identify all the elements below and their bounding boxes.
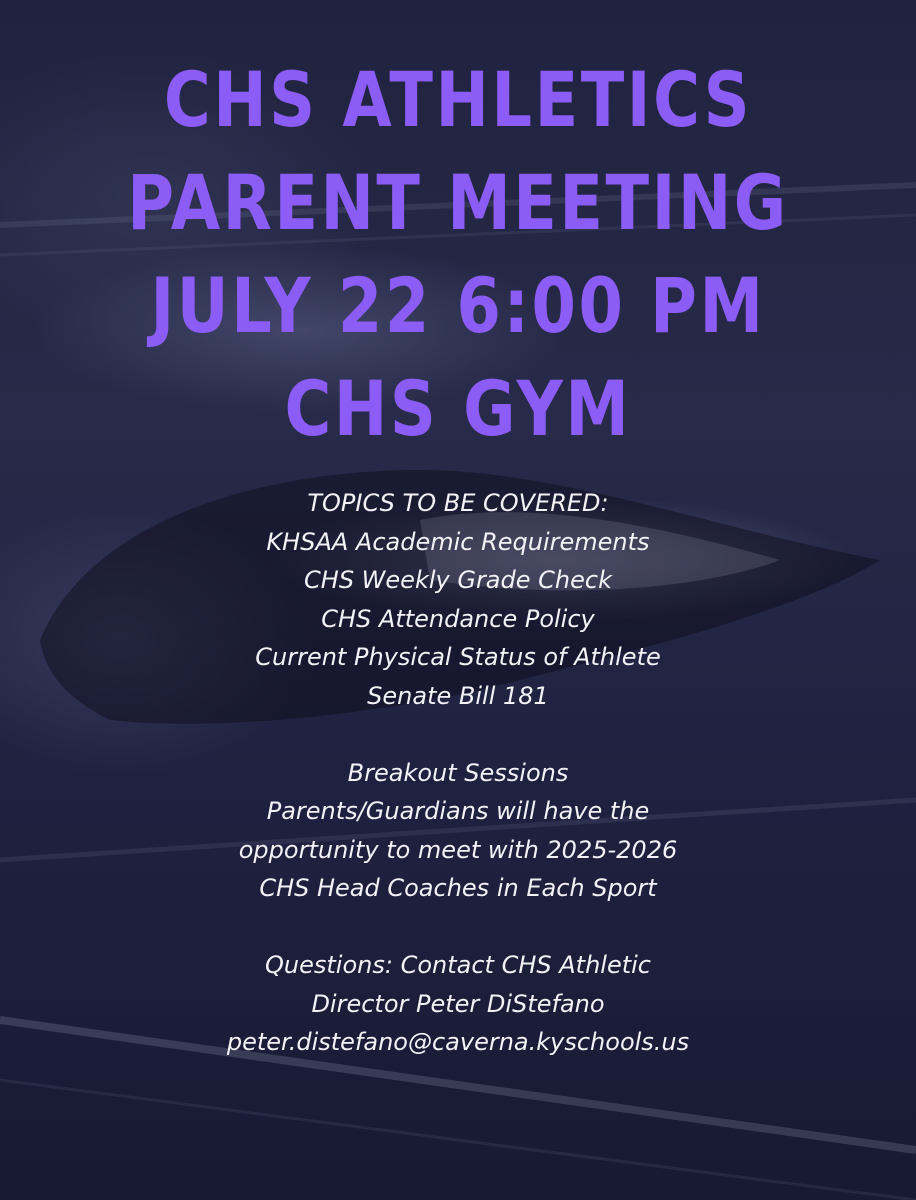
headline xyxy=(73,48,842,460)
breakout-line: Parents/Guardians will have the xyxy=(266,797,650,825)
topic-item: KHSAA Academic Requirements xyxy=(266,527,650,556)
headline-location: CHS GYM xyxy=(284,364,632,453)
breakout-line: opportunity to meet with 2025-2026 xyxy=(238,835,678,864)
topics-heading: TOPICS TO BE COVERED: xyxy=(307,489,609,517)
contact-email: peter.distefano@caverna.kyschools.us xyxy=(226,1028,690,1056)
breakout-line: CHS Head Coaches in Each Sport xyxy=(259,874,657,902)
topic-item: Senate Bill 181 xyxy=(367,681,549,710)
headline-date-time: JULY 22 6:00 PM xyxy=(150,261,766,350)
track-line-bottom xyxy=(0,1080,916,1200)
details xyxy=(0,484,916,1062)
breakout-heading: Breakout Sessions xyxy=(347,758,569,787)
headline-event: PARENT MEETING xyxy=(127,158,789,247)
topic-item: CHS Attendance Policy xyxy=(321,604,595,633)
spacer xyxy=(0,908,916,947)
spacer xyxy=(0,715,916,754)
topic-item: Current Physical Status of Athlete xyxy=(255,643,661,671)
contact-line: Questions: Contact CHS Athletic xyxy=(265,951,651,979)
topic-item: CHS Weekly Grade Check xyxy=(304,566,612,594)
contact-line: Director Peter DiStefano xyxy=(311,989,605,1018)
headline-title: CHS ATHLETICS xyxy=(163,55,753,144)
